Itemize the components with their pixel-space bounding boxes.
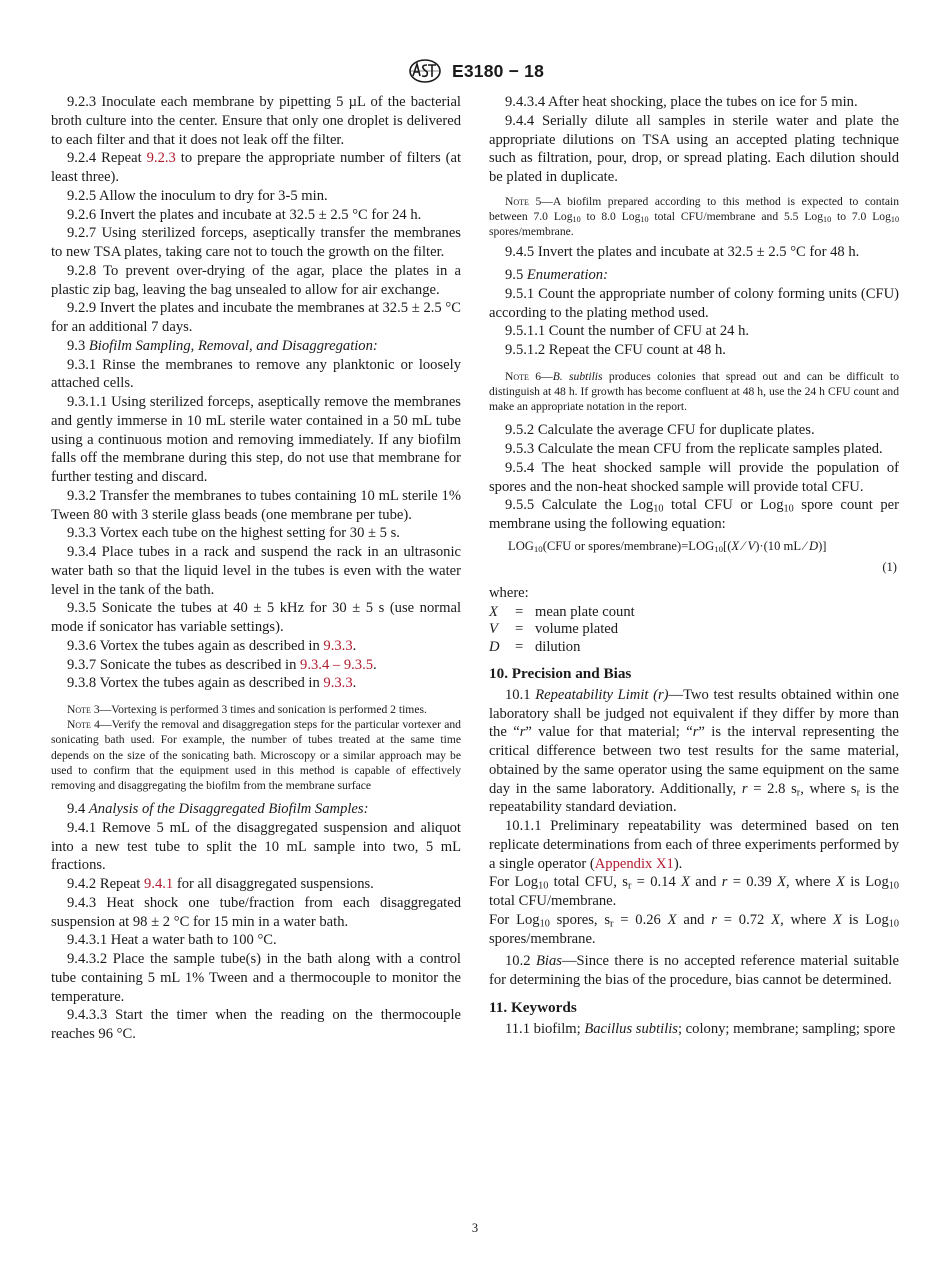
var-r: r: [519, 724, 526, 741]
equation-expression: [508, 539, 826, 554]
section-title: Repeatability Limit (r): [535, 686, 669, 703]
subscript: 10: [640, 214, 649, 224]
def-description: dilution: [535, 638, 581, 655]
text: ” value for that material; “: [525, 724, 693, 741]
para-9-2-7: 9.2.7 Using sterilized forceps, aseptically transfer the membranes to new TSA plates, taking care not to touch the growth on the filter.: [51, 225, 461, 260]
para-9-2-8: 9.2.8 To prevent over-drying of the agar, place the plates in a plastic zip bag, leaving the bag unsealed to allow for air exchange.: [51, 262, 461, 298]
text: is Log: [841, 911, 889, 928]
para-10-2: [489, 952, 899, 990]
section-9-4-heading: [51, 800, 461, 819]
text: spores, s: [549, 911, 611, 928]
def-symbol: D: [489, 638, 500, 655]
text: For Log: [489, 911, 540, 928]
para-10-1-1: [489, 817, 899, 873]
var-r: r: [741, 780, 748, 797]
text: , where s: [800, 780, 857, 797]
note-label: Note 4: [67, 718, 100, 732]
text: ” is the interval representing the critical difference between two test results for the same material, obtained by the same operator using the same equipment on the same day in the same laboratory. Additionally,: [489, 724, 899, 797]
subscript: 10: [823, 214, 832, 224]
text: LOG: [508, 538, 534, 553]
var-x: X: [731, 538, 740, 553]
xref-link[interactable]: 9.2.3: [146, 150, 176, 167]
para-9-5-4: 9.5.4 The heat shocked sample will provide the population of spores and the non-heat shocked sample will provide total CFU.: [489, 459, 899, 495]
var-x: X: [833, 911, 842, 928]
para-9-5-3: 9.5.3 Calculate the mean CFU from the replicate samples plated.: [505, 441, 883, 458]
para-9-5-1: 9.5.1 Count the appropriate number of colony forming units (CFU) according to the plating method used.: [489, 285, 899, 321]
text: 9.5.5 Calculate the Log: [505, 497, 654, 514]
text: 9.2.4 Repeat: [67, 150, 147, 167]
text: —Two test results obtained within one laboratory shall be judged not equivalent if they differ by more than the “: [489, 686, 900, 741]
text: 9.3.8 Vortex the tubes again as described in: [67, 675, 324, 692]
text: 9.5: [505, 267, 527, 284]
para-9-4-3-4: 9.4.3.4 After heat shocking, place the tubes on ice for 5 min.: [505, 94, 858, 110]
section-11-heading: 11. Keywords: [489, 998, 577, 1016]
text: [(: [723, 538, 732, 553]
para-9-5-5: [489, 496, 899, 534]
text: total CFU, s: [548, 874, 628, 891]
text: = 0.72: [716, 911, 772, 928]
text: spore count per membrane using the following equation:: [489, 497, 899, 533]
def-equals: =: [515, 638, 524, 655]
section-9-3-heading: [51, 337, 461, 356]
text: total CFU/membrane and 5.5 Log: [648, 209, 824, 223]
note-label: Note 5: [505, 194, 542, 208]
para-9-3-6: [51, 637, 461, 656]
text: —Since there is no accepted reference material suitable for determining the bias of the procedure, bias cannot be determined.: [489, 953, 899, 989]
equation-number: (1): [882, 559, 897, 574]
para-9-3-1: 9.3.1 Rinse the membranes to remove any planktonic or loosely attached cells.: [51, 356, 461, 392]
subscript: r: [627, 881, 632, 893]
para-9-5-2: 9.5.2 Calculate the average CFU for duplicate plates.: [505, 422, 815, 439]
text: 9.4: [67, 801, 89, 818]
subscript: 10: [890, 214, 899, 224]
text: 9.3: [67, 337, 89, 354]
def-symbol: V: [489, 621, 498, 638]
text: = 0.14: [631, 874, 682, 891]
text: ).: [673, 855, 683, 872]
def-equals: =: [515, 621, 524, 638]
definition-row: [489, 604, 899, 622]
text: total CFU or Log: [663, 497, 784, 514]
subscript: 10: [572, 214, 581, 224]
para-9-3-7: [51, 656, 461, 675]
para-9-3-2: 9.3.2 Transfer the membranes to tubes containing 10 mL sterile 1% Tween 80 with 3 sterile glass beads (one membrane per tube).: [51, 487, 461, 523]
text: 11.1 biofilm;: [505, 1020, 585, 1037]
note-label: Note 6: [505, 369, 542, 383]
note-4: [51, 717, 461, 793]
variable-definitions: [489, 604, 899, 657]
para-9-3-1-1: 9.3.1.1 Using sterilized forceps, aseptically remove the membranes and gently immerse in 10 mL sterile water contained in a 50 mL tube using a continuous motion and removing immediately. If any biofilm falls off the membrane during this step, do not use that membrane for further testing and discard.: [51, 394, 461, 485]
var-x: X: [777, 874, 787, 891]
subscript: 10: [538, 881, 549, 893]
subscript: r: [796, 787, 801, 799]
var-d: D: [808, 538, 819, 553]
para-11-1: [489, 1020, 899, 1039]
text: 9.3.6 Vortex the tubes again as described in: [67, 637, 324, 654]
equation-1: [489, 534, 899, 578]
var-r: r: [721, 874, 728, 891]
var-r: r: [711, 911, 717, 928]
text: produces colonies that spread out and can be difficult to distinguish at 48 h. If growth has become confluent at 48 h, use the 24 h CFU count and make an appropriate notation in the report.: [489, 369, 899, 414]
section-title: Biofilm Sampling, Removal, and Disaggregation:: [88, 337, 378, 354]
text: spores/membrane.: [489, 930, 596, 947]
text: and: [689, 874, 722, 891]
text: , where: [780, 911, 833, 928]
designation: E3180 − 18: [451, 60, 544, 81]
section-title: Analysis of the Disaggregated Biofilm Samples:: [88, 801, 369, 818]
subscript: 10: [539, 918, 550, 930]
xref-link[interactable]: 9.3.4 – 9.3.5: [300, 656, 374, 673]
subscript: 10: [714, 544, 724, 555]
text: For Log: [489, 874, 539, 891]
text: total CFU/membrane.: [489, 893, 617, 910]
para-9-4-2: [51, 875, 461, 894]
def-description: volume plated: [535, 621, 619, 638]
left-column: [51, 93, 461, 1044]
text: for all disaggregated suspensions.: [173, 876, 374, 893]
subscript: 10: [783, 504, 794, 516]
text: (CFU or spores/membrane)=LOG: [542, 538, 715, 553]
note-3: [51, 702, 461, 717]
text: to 8.0 Log: [580, 209, 641, 223]
text: 10.1: [505, 686, 536, 703]
para-9-3-3: 9.3.3 Vortex each tube on the highest setting for 30 ± 5 s.: [67, 525, 400, 542]
var-x: X: [667, 911, 677, 928]
var-v: V: [747, 538, 756, 553]
text: )·(10 mL ⁄: [755, 538, 809, 553]
species-name: Bacillus subtilis: [584, 1020, 678, 1037]
text: = 0.39: [727, 874, 778, 891]
species-name: B. subtilis: [552, 369, 603, 383]
note-6: [489, 369, 899, 415]
text: —A biofilm prepared according to this method is expected to contain between 7.0 Log: [489, 194, 899, 223]
page-header: [0, 56, 950, 86]
para-9-2-5: 9.2.5 Allow the inoculum to dry for 3-5 min.: [67, 187, 328, 204]
text: , where: [786, 874, 836, 891]
var-r: r: [692, 724, 699, 741]
para-9-5-1-1: 9.5.1.1 Count the number of CFU at 24 h.: [505, 323, 750, 340]
para-9-3-8: [51, 674, 461, 693]
para-cfu-repeatability: [489, 873, 899, 911]
subscript: r: [856, 787, 861, 799]
subscript: 10: [533, 544, 543, 555]
page-number: 3: [471, 1221, 479, 1235]
text: .: [373, 656, 377, 673]
text: to 7.0 Log: [831, 209, 891, 223]
para-9-2-3: 9.2.3 Inoculate each membrane by pipetting 5 µL of the bacterial broth culture into the center. Ensure that only one droplet is delivered to each filter and that it does not leak off the filter.: [51, 94, 461, 148]
text: to prepare the appropriate number of filters (at least three).: [51, 150, 461, 185]
text: —Vortexing is performed 3 times and sonication is performed 2 times.: [99, 703, 427, 716]
subscript: 10: [888, 881, 899, 893]
section-9-5-heading: [489, 266, 899, 285]
para-10-1: [489, 686, 899, 817]
para-9-4-5: 9.4.5 Invert the plates and incubate at 32.5 ± 2.5 °C for 48 h.: [505, 244, 860, 261]
text: ⁄: [739, 538, 748, 553]
para-9-4-3-3: 9.4.3.3 Start the timer when the reading on the thermocouple reaches 96 °C.: [51, 1007, 461, 1043]
appendix-link[interactable]: Appendix X1: [594, 855, 674, 872]
astm-logo-icon: [406, 58, 444, 84]
para-9-4-3-1: 9.4.3.1 Heat a water bath to 100 °C.: [67, 932, 277, 949]
text: —Verify the removal and disaggregation steps for the particular vortexer and sonicating bath used. For example, the number of tubes treated at the same time depends on the size of the sonicating bath. Microscopy or a similar approach may be used to confirm that the equipment used in this method is capable of effectively removing and disaggregating the biofilm from the membrane surface: [51, 718, 461, 793]
para-9-2-9: 9.2.9 Invert the plates and incubate the membranes at 32.5 ± 2.5 °C for an additional 7 days.: [51, 300, 461, 335]
text: and: [676, 911, 712, 928]
where-label: where:: [489, 584, 529, 601]
para-9-2-6: 9.2.6 Invert the plates and incubate at 32.5 ± 2.5 °C for 24 h.: [67, 206, 422, 223]
var-x: X: [771, 911, 781, 928]
def-symbol: X: [489, 603, 498, 620]
note-5: [489, 194, 899, 240]
text: 9.4.2 Repeat: [67, 876, 145, 893]
section-title: Enumeration:: [526, 267, 608, 284]
para-9-4-3-2: 9.4.3.2 Place the sample tube(s) in the bath along with a control tube containing 5 mL 1% Tween and a thermocouple to monitor the temperature.: [51, 951, 461, 1005]
subscript: 10: [653, 504, 664, 516]
text: 10.2: [505, 953, 536, 970]
para-9-5-1-2: 9.5.1.2 Repeat the CFU count at 48 h.: [505, 342, 726, 359]
subscript: 10: [888, 918, 899, 930]
para-9-2-4: [51, 149, 461, 187]
var-x: X: [835, 874, 845, 891]
text: = 0.26: [613, 911, 668, 928]
section-10-heading: 10. Precision and Bias: [489, 665, 632, 683]
para-9-4-3: 9.4.3 Heat shock one tube/fraction from each disaggregated suspension at 98 ± 2 °C for 15 min in a water bath.: [51, 894, 461, 930]
xref-link[interactable]: 9.4.1: [144, 876, 174, 893]
subscript: r: [610, 918, 614, 930]
right-column: [489, 93, 899, 1038]
xref-link[interactable]: 9.3.3: [323, 675, 353, 692]
para-9-4-4: 9.4.4 Serially dilute all samples in sterile water and plate the appropriate dilutions on TSA using an accepted plating technique such as filtration, pour, drop, or spread plating. Each dilution should be plated in duplicate.: [489, 112, 899, 185]
text: )]: [818, 538, 827, 553]
text: is the repeatability standard deviation.: [489, 780, 899, 816]
text: = 2.8 s: [747, 780, 797, 797]
para-9-4-1: 9.4.1 Remove 5 mL of the disaggregated suspension and aliquot into a new test tube to split the 10 mL sample into two, 5 mL fractions.: [51, 819, 461, 874]
text: ; colony; membrane; sampling; spore: [677, 1020, 896, 1037]
para-9-3-5: 9.3.5 Sonicate the tubes at 40 ± 5 kHz for 30 ± 5 s (use normal mode if sonicator has variable settings).: [51, 600, 461, 635]
text: —: [541, 369, 553, 383]
text: spores/membrane.: [489, 225, 574, 239]
text: 9.3.7 Sonicate the tubes as described in: [67, 656, 301, 673]
section-title: Bias: [535, 953, 562, 970]
text: is Log: [844, 874, 889, 891]
def-equals: =: [515, 603, 524, 620]
xref-link[interactable]: 9.3.3: [323, 637, 353, 654]
note-label: Note 3: [67, 703, 100, 716]
para-9-3-4: 9.3.4 Place tubes in a rack and suspend the rack in an ultrasonic water bath so that the liquid level in the tubes is even with the water level in the tank of the bath.: [51, 544, 461, 598]
definition-row: [489, 639, 899, 657]
text: 10.1.1 Preliminary repeatability was determined based on ten replicate determinations from each of three experiments performed by a single operator (: [489, 818, 899, 872]
para-spores-repeatability: [489, 911, 899, 949]
text: .: [352, 637, 357, 654]
def-description: mean plate count: [535, 603, 635, 620]
text: .: [352, 675, 357, 692]
definition-row: [489, 621, 899, 639]
var-x: X: [681, 874, 690, 891]
